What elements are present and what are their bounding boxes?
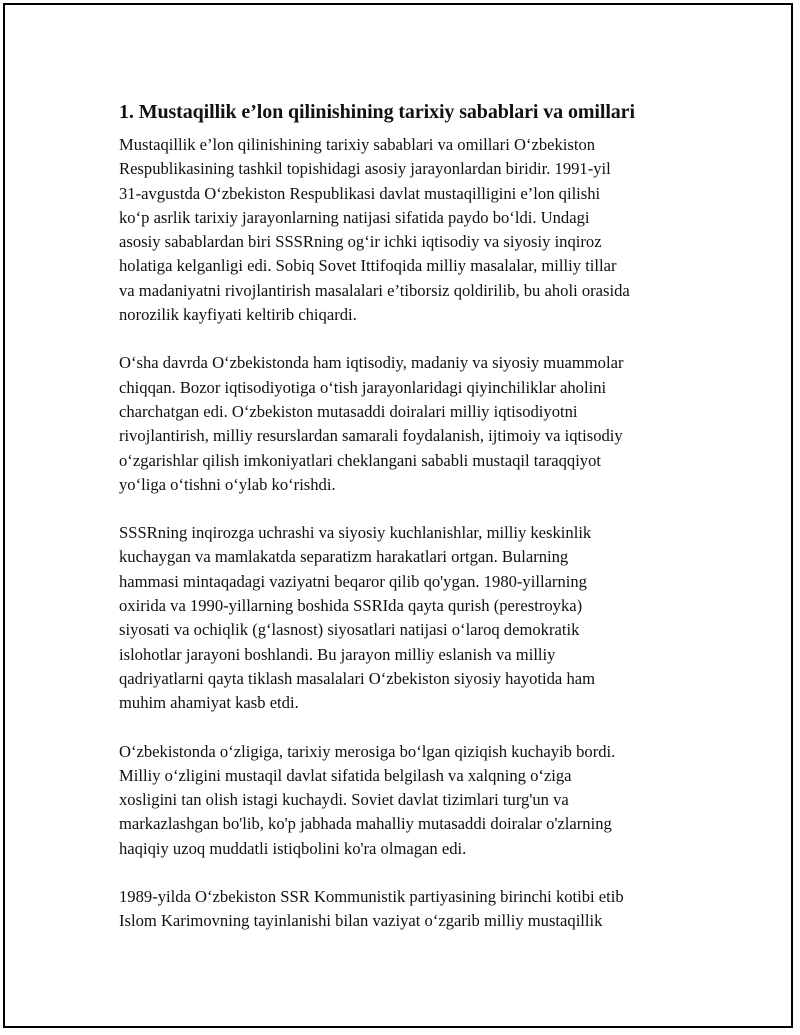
text-line: 1989-yilda O‘zbekiston SSR Kommunistik partiyasining birinchi kotibi etib bbox=[119, 887, 624, 907]
text-line: oxirida va 1990-yillarning boshida SSRIda qayta qurish (perestroyka) bbox=[119, 596, 583, 616]
text-line: markazlashgan bo'lib, ko'p jabhada mahalliy mutasaddi doiralar o'zlarning bbox=[119, 814, 612, 834]
page-frame bbox=[3, 3, 793, 1028]
text-line: O‘zbekistonda o‘zligiga, tarixiy merosiga bo‘lgan qiziqish kuchayib bordi. bbox=[119, 741, 616, 761]
text-line: SSSRning inqirozga uchrashi va siyosiy kuchlanishlar, milliy keskinlik bbox=[119, 523, 592, 543]
paragraph-3 bbox=[119, 521, 709, 715]
text-line: o‘zgarishlar qilish imkoniyatlari cheklangani sababli mustaqil taraqqiyot bbox=[119, 450, 602, 470]
text-line: xosligini tan olish istagi kuchaydi. Soviet davlat tizimlari turg'un va bbox=[119, 790, 569, 810]
text-line: islohotlar jarayoni boshlandi. Bu jarayon milliy eslanish va milliy bbox=[119, 644, 556, 664]
text-line: qadriyatlarni qayta tiklash masalalari O‘zbekiston siyosiy hayotida ham bbox=[119, 668, 596, 688]
text-line: hammasi mintaqadagi vaziyatni beqaror qilib qo'ygan. 1980-yillarning bbox=[119, 571, 587, 591]
text-line: charchatgan edi. O‘zbekiston mutasaddi doiralari milliy iqtisodiyotni bbox=[119, 401, 578, 421]
text-line: siyosati va ochiqlik (g‘lasnost) siyosatlari natijasi o‘laroq demokratik bbox=[119, 620, 580, 640]
text-line: muhim ahamiyat kasb etdi. bbox=[119, 693, 299, 713]
text-line: yo‘liga o‘tishni o‘ylab ko‘rishdi. bbox=[119, 474, 336, 494]
text-line: haqiqiy uzoq muddatli istiqbolini ko'ra olmagan edi. bbox=[119, 838, 467, 858]
text-line: O‘sha davrda O‘zbekistonda ham iqtisodiy, madaniy va siyosiy muammolar bbox=[119, 353, 624, 373]
paragraph-1 bbox=[119, 133, 709, 327]
text-line: chiqqan. Bozor iqtisodiyotiga o‘tish jarayonlaridagi qiyinchiliklar aholini bbox=[119, 377, 607, 397]
text-line: rivojlantirish, milliy resurslardan samarali foydalanish, ijtimoiy va iqtisodiy bbox=[119, 426, 623, 446]
text-line: norozilik kayfiyati keltirib chiqardi. bbox=[119, 305, 357, 325]
text-line: kuchaygan va mamlakatda separatizm harakatlari ortgan. Bularning bbox=[119, 547, 569, 567]
paragraph-2 bbox=[119, 351, 709, 497]
paragraph-5 bbox=[119, 885, 709, 934]
text-line: Respublikasining tashkil topishidagi asosiy jarayonlardan biridir. 1991-yil bbox=[119, 159, 611, 179]
document-body bbox=[119, 99, 709, 958]
text-line: 31-avgustda O‘zbekiston Respublikasi davlat mustaqilligini e’lon qilishi bbox=[119, 183, 601, 203]
text-line: asosiy sabablardan biri SSSRning og‘ir ichki iqtisodiy va siyosiy inqiroz bbox=[119, 232, 602, 252]
text-line: Islom Karimovning tayinlanishi bilan vaziyat o‘zgarib milliy mustaqillik bbox=[119, 911, 603, 931]
paragraph-4 bbox=[119, 740, 709, 861]
text-line: va madaniyatni rivojlantirish masalalari e’tiborsiz qoldirilib, bu aholi orasida bbox=[119, 280, 630, 300]
text-line: holatiga kelganligi edi. Sobiq Sovet Ittifoqida milliy masalalar, milliy tillar bbox=[119, 256, 617, 276]
document-heading: 1. Mustaqillik e’lon qilinishining tarixiy sabablari va omillari bbox=[119, 101, 635, 123]
text-line: ko‘p asrlik tarixiy jarayonlarning natijasi sifatida paydo bo‘ldi. Undagi bbox=[119, 207, 590, 227]
text-line: Milliy o‘zligini mustaqil davlat sifatida belgilash va xalqning o‘ziga bbox=[119, 765, 572, 785]
text-line: Mustaqillik e’lon qilinishining tarixiy sabablari va omillari O‘zbekiston bbox=[119, 135, 596, 154]
